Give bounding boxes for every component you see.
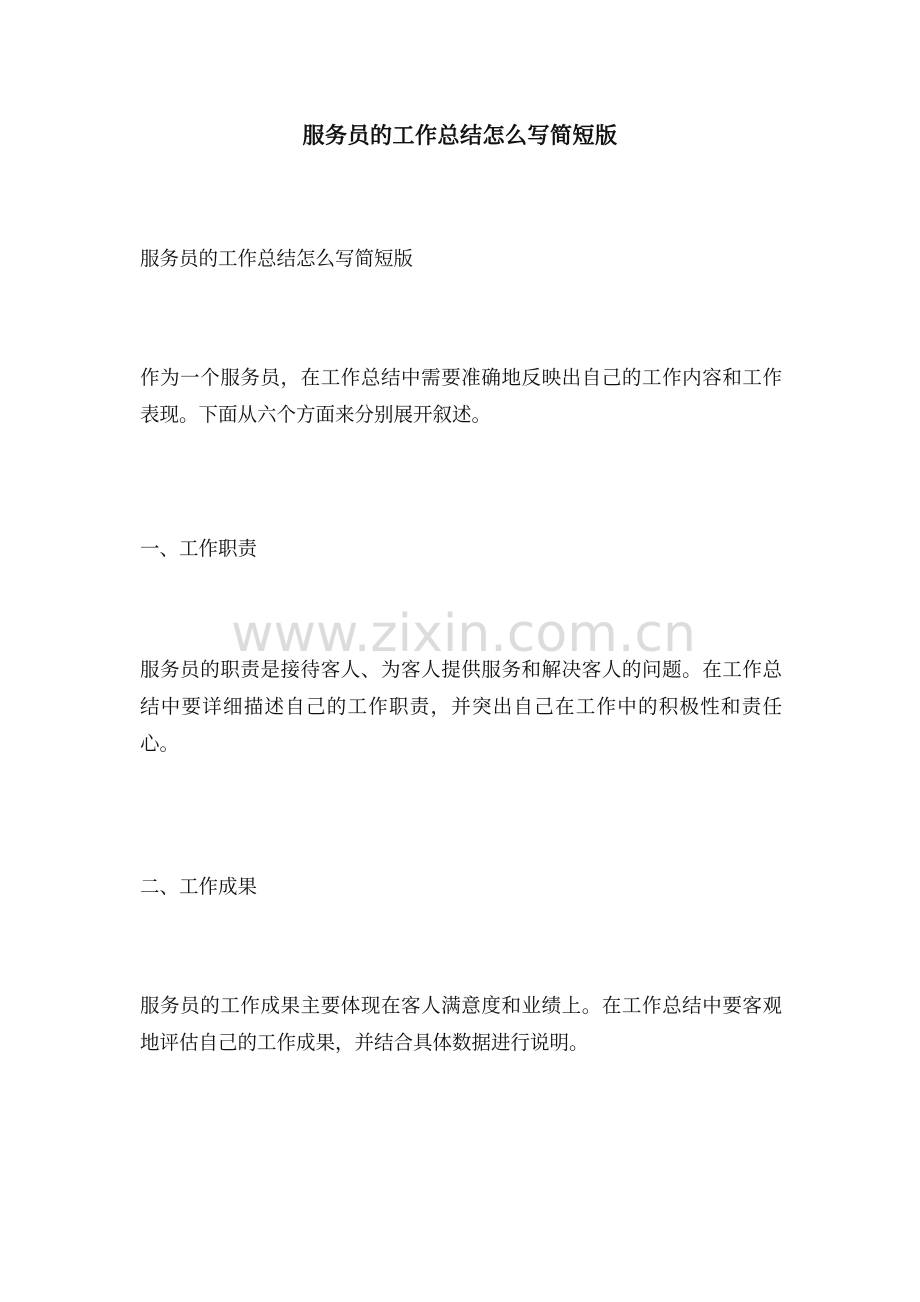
intro-paragraph: 作为一个服务员，在工作总结中需要准确地反映出自己的工作内容和工作表现。下面从六个方面来分别展开叙述。 [140, 366, 782, 426]
document-subtitle: 服务员的工作总结怎么写简短版 [140, 247, 414, 270]
section-heading-results: 二、工作成果 [140, 875, 258, 898]
section-body-responsibilities: 服务员的职责是接待客人、为客人提供服务和解决客人的问题。在工作总结中要详细描述自己的工作职责，并突出自己在工作中的积极性和责任心。 [140, 658, 782, 755]
section-body-results: 服务员的工作成果主要体现在客人满意度和业绩上。在工作总结中要客观地评估自己的工作成果，并结合具体数据进行说明。 [140, 994, 782, 1054]
watermark-logo: www.zixin.com.cn [231, 604, 696, 664]
section-heading-responsibilities: 一、工作职责 [140, 537, 258, 560]
document-title: 服务员的工作总结怎么写简短版 [302, 123, 618, 149]
